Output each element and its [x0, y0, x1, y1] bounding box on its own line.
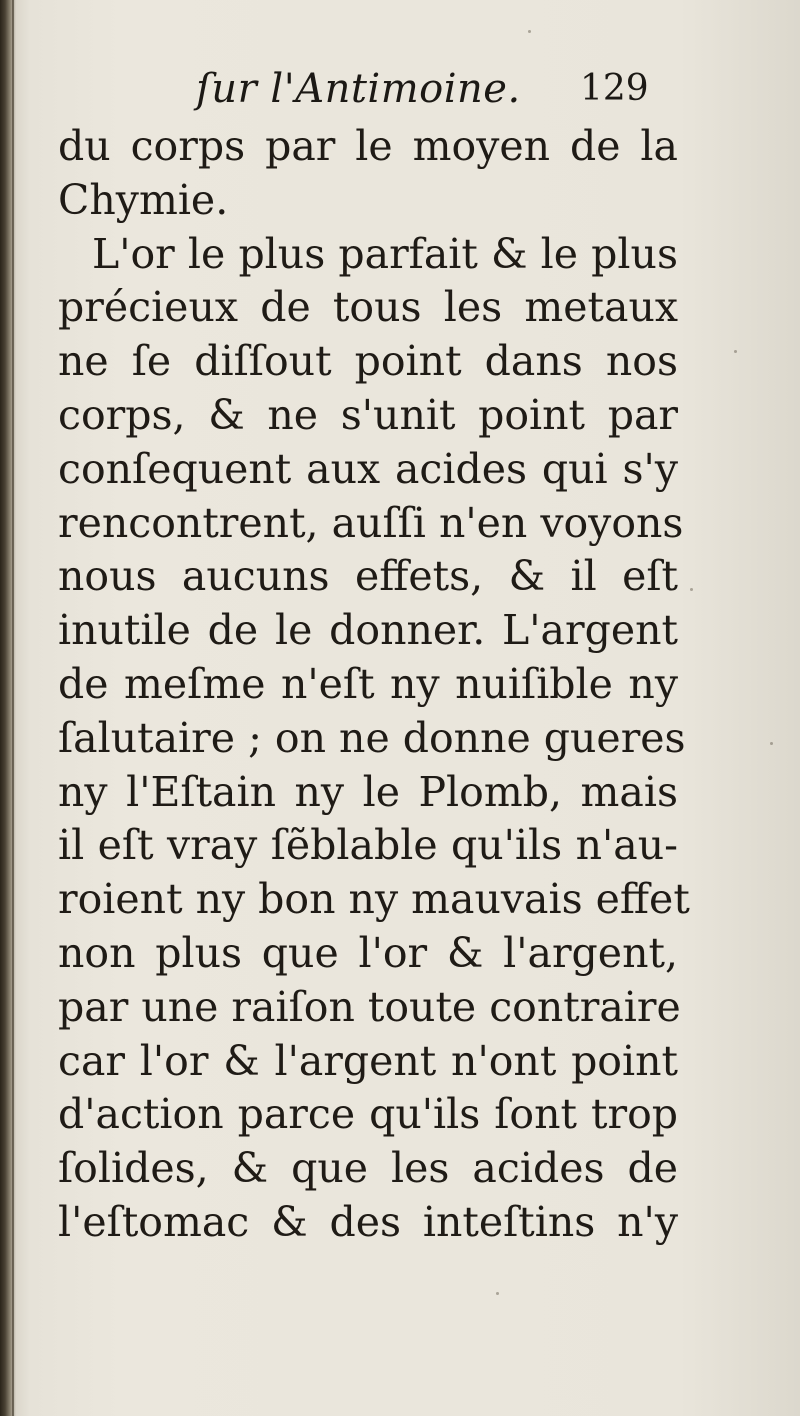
text-line: par une raiſon toute contraire — [58, 982, 681, 1031]
text-line: non plus que l'or & l'argent, — [58, 928, 678, 977]
text-line: L'or le plus parfait & le plus — [92, 229, 678, 278]
text-line: Chymie. — [58, 175, 229, 224]
binding-edge — [12, 0, 14, 1416]
paper-speck — [734, 350, 737, 353]
text-line: ſolides, & que les acides de — [58, 1144, 678, 1193]
text-line: car l'or & l'argent n'ont point — [58, 1036, 678, 1085]
text-line: il eſt vray ſẽblable qu'ils n'au- — [58, 821, 678, 870]
text-line: de meſme n'eſt ny nuiſible ny — [58, 659, 678, 708]
text-line: du corps par le moyen de la — [58, 122, 678, 170]
text-line: ſalutaire ; on ne donne gueres — [58, 713, 686, 762]
page-header — [0, 62, 800, 122]
text-line: conſequent aux acides qui s'y — [58, 444, 678, 493]
text-line: précieux de tous les metaux — [58, 283, 678, 332]
paper-speck — [528, 30, 531, 33]
text-line: l'eſtomac & des inteſtins n'y — [58, 1197, 678, 1246]
text-line: inutile de le donner. L'argent — [58, 606, 678, 655]
text-line: rencontrent, auſſi n'en voyons — [58, 498, 684, 547]
running-title: ſur l'Antimoine. — [196, 66, 521, 112]
text-line: nous aucuns effets, & il eſt — [58, 552, 678, 601]
paper-speck — [770, 742, 773, 745]
paper-speck — [496, 1292, 499, 1295]
text-line: ny l'Eſtain ny le Plomb, mais — [58, 767, 678, 816]
page-number: 129 — [580, 68, 649, 109]
paper-speck — [690, 588, 693, 591]
text-line: d'action parce qu'ils ſont trop — [58, 1090, 678, 1139]
text-line: corps, & ne s'unit point par — [58, 390, 678, 439]
text-line: ne ſe diſſout point dans nos — [58, 337, 678, 386]
text-line: roient ny bon ny mauvais effet — [58, 875, 690, 924]
body-text — [58, 120, 690, 1250]
